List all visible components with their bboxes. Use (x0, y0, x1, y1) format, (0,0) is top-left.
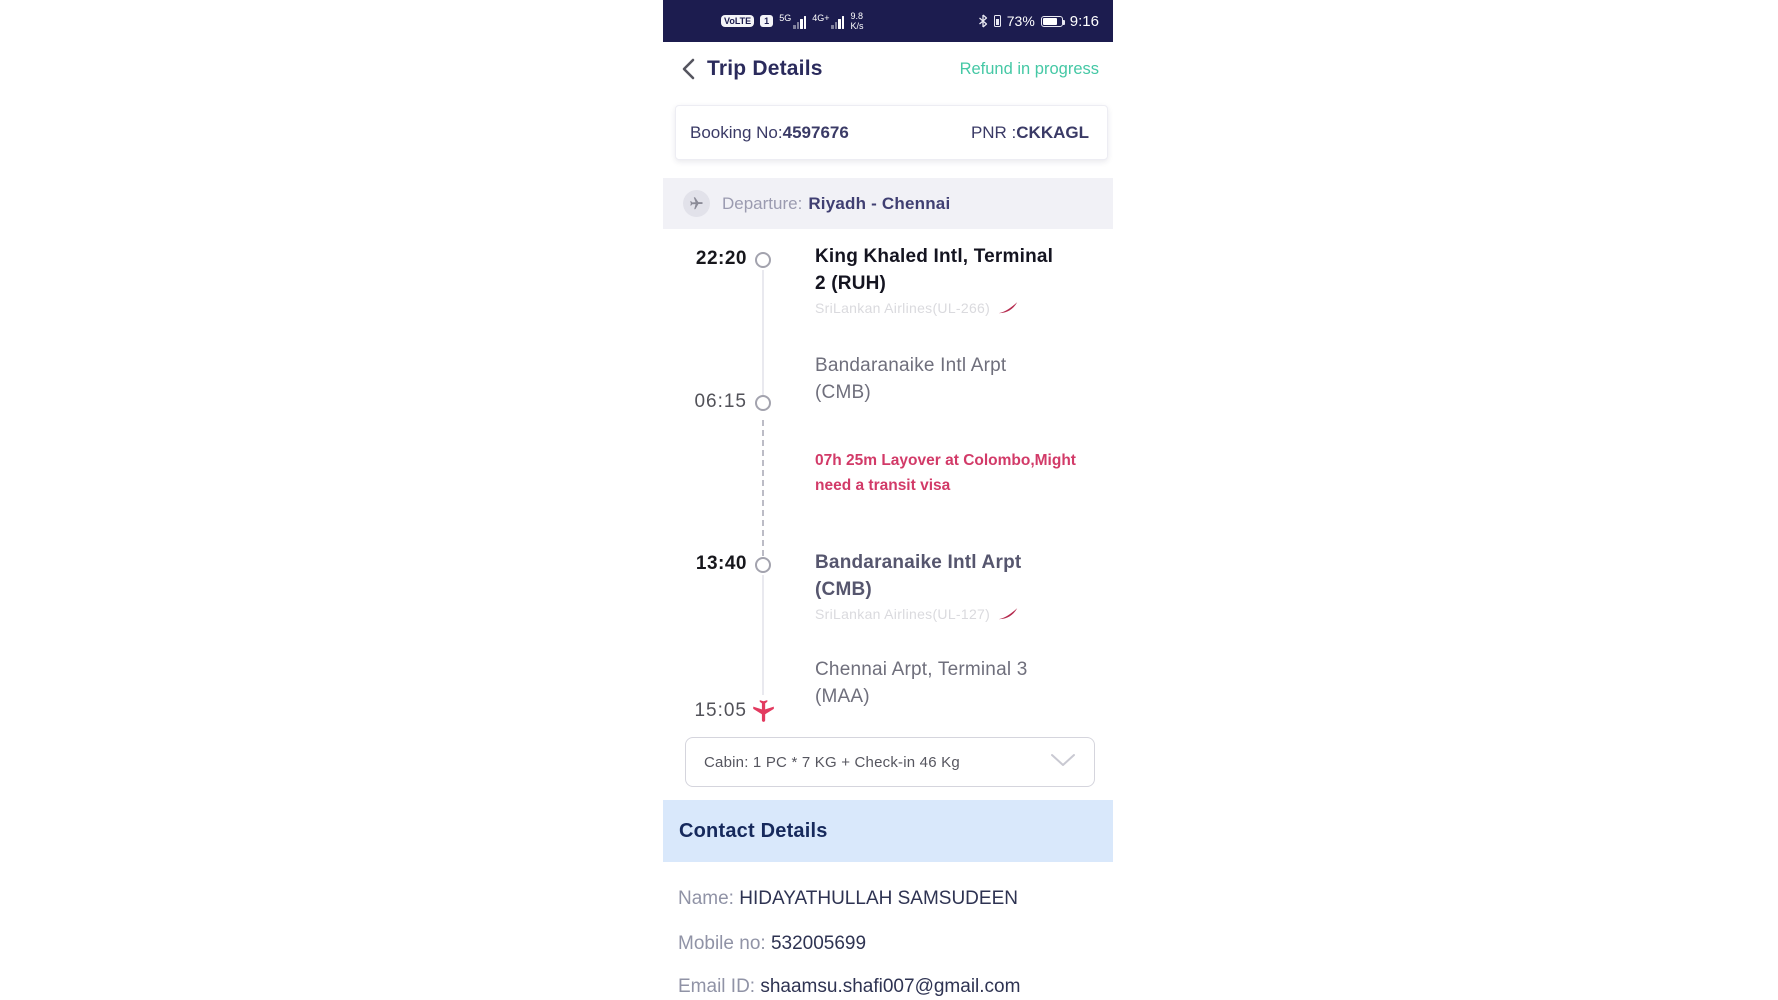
contact-details-header (663, 800, 1113, 862)
booking-number: Booking No:4597676 (690, 122, 849, 142)
sim1-icon: 1 (760, 15, 773, 27)
timeline-line-dashed (762, 420, 764, 556)
status-bar (663, 0, 1113, 42)
pnr: PNR :CKKAGL (970, 122, 1089, 142)
status-left-cluster (721, 11, 863, 31)
timeline-stop-circle (755, 557, 771, 573)
timeline-stop-circle (755, 395, 771, 411)
contact-email-row: Email ID: shaamsu.shafi007@gmail.com (678, 976, 1021, 997)
stop-time: 22:20 (695, 248, 747, 269)
contact-name-row: Name: HIDAYATHULLAH SAMSUDEEN (678, 888, 1018, 909)
airline-row: SriLankan Airlines(UL-127) (815, 606, 1018, 622)
stop-time: 06:15 (694, 391, 747, 412)
chevron-down-icon (1050, 753, 1076, 772)
contact-mobile-row: Mobile no: 532005699 (678, 933, 867, 954)
volte-icon: VoLTE (721, 15, 754, 27)
timeline-stop-circle (755, 252, 771, 268)
status-time: 9:16 (1069, 12, 1099, 30)
stop-time: 15:05 (694, 700, 747, 721)
signal-4g-icon: 4G+ (812, 14, 844, 29)
stop-station: King Khaled Intl, Terminal 2 (RUH) (815, 246, 1054, 294)
contact-details-title: Contact Details (679, 819, 828, 842)
refund-status-badge: Refund in progress (959, 59, 1099, 78)
battery-percent: 73% (1006, 13, 1035, 29)
timeline-line-solid (762, 575, 764, 695)
stop-time: 13:40 (695, 553, 747, 574)
flight-landing-icon (750, 698, 776, 729)
phone-screen (663, 0, 1113, 1000)
stop-station: Bandaranaike Intl Arpt (CMB) (815, 355, 1007, 403)
departure-route-band (663, 178, 1113, 229)
booking-card (675, 105, 1108, 160)
bluetooth-icon (978, 14, 988, 28)
baggage-dropdown-value: Cabin: 1 PC * 7 KG + Check-in 46 Kg (704, 753, 960, 771)
layover-warning: 07h 25m Layover at Colombo,Might need a transit visa (815, 452, 1076, 494)
srilankan-logo-icon (998, 302, 1018, 315)
departure-label: Departure: (722, 193, 803, 213)
page-title: Trip Details (707, 57, 823, 80)
srilankan-logo-icon (998, 608, 1018, 621)
baggage-dropdown[interactable] (685, 737, 1095, 787)
battery-icon (1041, 16, 1063, 27)
signal-5g-icon: 5G (779, 14, 806, 29)
airline-row: SriLankan Airlines(UL-266) (815, 300, 1018, 316)
device-battery-icon (994, 15, 1001, 27)
network-speed: 9.8 K/s (850, 11, 864, 31)
timeline-line-solid (762, 270, 764, 395)
back-button[interactable] (677, 58, 699, 80)
stop-station: Chennai Arpt, Terminal 3 (MAA) (815, 659, 1028, 707)
airplane-badge-icon (683, 190, 710, 217)
status-right-cluster (978, 13, 1099, 30)
departure-route: Riyadh - Chennai (808, 193, 951, 213)
stop-station: Bandaranaike Intl Arpt (CMB) (815, 552, 1022, 600)
chevron-left-icon (681, 58, 695, 80)
header-bar (663, 42, 1113, 96)
